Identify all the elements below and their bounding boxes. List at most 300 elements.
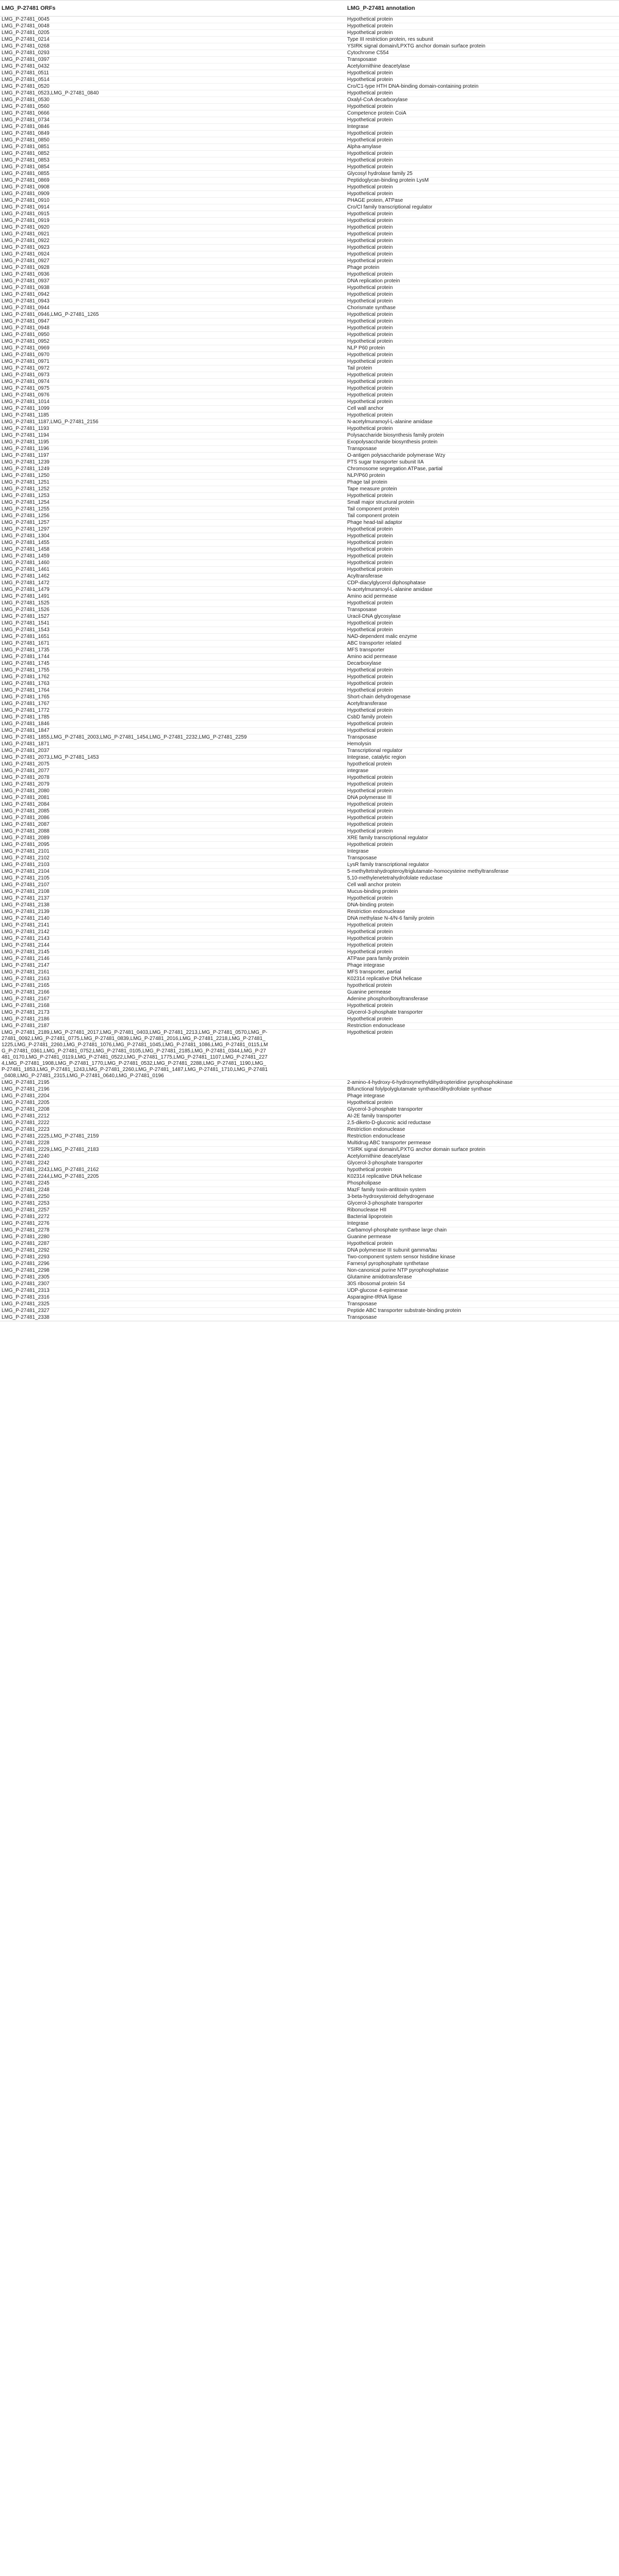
table-row [0,500,619,506]
annotation-cell: Hypothetical protein [346,117,619,124]
annotation-cell: Hypothetical protein [346,922,619,929]
orf-cell: LMG_P-27481_2080 [0,788,346,795]
annotation-cell: Cro/C1-type HTH DNA-binding domain-containing protein [346,84,619,90]
table-row [0,453,619,459]
orf-cell: LMG_P-27481_2108 [0,889,346,895]
table-row [0,869,619,875]
annotation-cell: Cro/CI family transcriptional regulator [346,204,619,211]
table-row [0,929,619,936]
annotation-cell: Hypothetical protein [346,775,619,781]
table-row [0,191,619,198]
table-row [0,1127,619,1133]
table-row [0,77,619,84]
orf-cell: LMG_P-27481_2272 [0,1214,346,1221]
annotation-cell: Hypothetical protein [346,372,619,379]
orf-cell: LMG_P-27481_1755 [0,667,346,674]
table-row [0,1315,619,1321]
annotation-cell: Hypothetical protein [346,1100,619,1107]
table-row [0,627,619,634]
table-row [0,594,619,600]
orf-cell: LMG_P-27481_1256 [0,513,346,520]
table-row [0,1003,619,1010]
table-row [0,151,619,157]
annotation-cell: Hypothetical protein [346,949,619,956]
orf-cell: LMG_P-27481_2338 [0,1315,346,1321]
orf-cell: LMG_P-27481_1526 [0,607,346,614]
annotation-cell: MFS transporter [346,647,619,654]
orf-cell: LMG_P-27481_2161 [0,969,346,976]
table-row [0,815,619,822]
orf-cell: LMG_P-27481_0936 [0,271,346,278]
orf-cell: LMG_P-27481_1745 [0,661,346,667]
orf-cell: LMG_P-27481_0944 [0,305,346,312]
annotation-cell: Integrase [346,1221,619,1227]
orf-cell: LMG_P-27481_0293 [0,50,346,57]
annotation-cell: CsbD family protein [346,714,619,721]
table-row [0,124,619,131]
orf-cell: LMG_P-27481_2146 [0,956,346,963]
table-row [0,1254,619,1261]
orf-cell: LMG_P-27481_1846 [0,721,346,728]
annotation-cell: Hypothetical protein [346,137,619,144]
annotation-cell: Cell wall anchor protein [346,882,619,889]
table-row [0,526,619,533]
table-row [0,983,619,989]
orf-cell: LMG_P-27481_0950 [0,332,346,339]
annotation-cell: NAD-dependent malic enzyme [346,634,619,641]
table-body [0,17,619,1321]
table-row [0,728,619,734]
orf-cell: LMG_P-27481_0850 [0,137,346,144]
table-row [0,399,619,406]
annotation-cell: Small major structural protein [346,500,619,506]
table-row [0,1154,619,1160]
table-row [0,1294,619,1301]
annotation-cell: Hypothetical protein [346,332,619,339]
table-row [0,1207,619,1214]
annotation-cell: Decarboxylase [346,661,619,667]
annotation-cell: Hypothetical protein [346,781,619,788]
annotation-cell: Peptide ABC transporter substrate-binding protein [346,1308,619,1315]
table-row [0,251,619,258]
annotation-cell: Hypothetical protein [346,728,619,734]
table-row [0,708,619,714]
annotation-cell: Hypothetical protein [346,547,619,553]
orf-cell: LMG_P-27481_0947 [0,318,346,325]
orf-cell: LMG_P-27481_2242 [0,1160,346,1167]
table-row [0,157,619,164]
orf-cell: LMG_P-27481_2305 [0,1274,346,1281]
annotation-cell: Hypothetical protein [346,318,619,325]
annotation-cell: Transcriptional regulator [346,748,619,755]
orf-cell: LMG_P-27481_0915 [0,211,346,218]
orf-cell: LMG_P-27481_2229,LMG_P-27481_2183 [0,1147,346,1154]
table-row [0,23,619,30]
table-row [0,520,619,526]
annotation-cell: Acetylornithine deacetylase [346,63,619,70]
table-row [0,667,619,674]
orf-cell: LMG_P-27481_0045 [0,17,346,23]
table-row [0,634,619,641]
annotation-cell: Hypothetical protein [346,292,619,298]
table-row [0,761,619,768]
orf-cell: LMG_P-27481_2173 [0,1010,346,1016]
annotation-cell: PTS sugar transporter subunit IIA [346,459,619,466]
annotation-cell: Hypothetical protein [346,312,619,318]
table-row [0,862,619,869]
annotation-cell: O-antigen polysaccharide polymerase Wzy [346,453,619,459]
orf-cell: LMG_P-27481_1459 [0,553,346,560]
orf-cell: LMG_P-27481_0946,LMG_P-27481_1265 [0,312,346,318]
annotation-cell: 5,10-methylenetetrahydrofolate reductase [346,875,619,882]
annotation-cell: Restriction endonuclease [346,1133,619,1140]
orf-cell: LMG_P-27481_0937 [0,278,346,285]
table-row [0,741,619,748]
orf-cell: LMG_P-27481_2276 [0,1221,346,1227]
table-row [0,1261,619,1268]
orf-cell: LMG_P-27481_2137 [0,895,346,902]
table-row [0,647,619,654]
table-row [0,1023,619,1030]
table-row [0,164,619,171]
annotation-cell: Glycerol-3-phosphate transporter [346,1010,619,1016]
table-row [0,916,619,922]
table-row [0,466,619,473]
annotation-cell: Hypothetical protein [346,238,619,245]
orf-cell: LMG_P-27481_1651 [0,634,346,641]
orf-cell: LMG_P-27481_2075 [0,761,346,768]
orf-cell: LMG_P-27481_1525 [0,600,346,607]
orf-cell: LMG_P-27481_2037 [0,748,346,755]
orf-cell: LMG_P-27481_2257 [0,1207,346,1214]
annotation-cell: Hypothetical protein [346,271,619,278]
annotation-cell: Hypothetical protein [346,1241,619,1247]
table-row [0,734,619,741]
annotation-cell: Hypothetical protein [346,164,619,171]
orf-cell: LMG_P-27481_0974 [0,379,346,386]
orf-cell: LMG_P-27481_2187 [0,1023,346,1030]
annotation-cell: Hypothetical protein [346,687,619,694]
orf-cell: LMG_P-27481_2278 [0,1227,346,1234]
table-row [0,989,619,996]
orf-cell: LMG_P-27481_2225,LMG_P-27481_2159 [0,1133,346,1140]
orf-cell: LMG_P-27481_2138 [0,902,346,909]
orf-cell: LMG_P-27481_0855 [0,171,346,178]
table-row [0,57,619,63]
annotation-cell: Transposase [346,734,619,741]
orf-cell: LMG_P-27481_0919 [0,218,346,225]
annotation-cell: Hypothetical protein [346,895,619,902]
annotation-cell: 30S ribosomal protein S4 [346,1281,619,1288]
annotation-cell: Hypothetical protein [346,560,619,567]
annotation-cell: Peptidoglycan-binding protein LysM [346,178,619,184]
table-row [0,942,619,949]
annotation-cell: Integrase [346,124,619,131]
annotation-cell: YSIRK signal domain/LPXTG anchor domain surface protein [346,1147,619,1154]
orf-cell: LMG_P-27481_2280 [0,1234,346,1241]
annotation-cell: Ribonuclease HII [346,1207,619,1214]
orf-cell: LMG_P-27481_1249 [0,466,346,473]
table-row [0,694,619,701]
annotation-cell: Tape measure protein [346,486,619,493]
annotation-cell: Hypothetical protein [346,352,619,359]
orf-cell: LMG_P-27481_1250 [0,473,346,479]
annotation-cell: Adenine phosphoribosyltransferase [346,996,619,1003]
table-row [0,426,619,433]
table-row [0,312,619,318]
annotation-cell: Glutamine amidotransferase [346,1274,619,1281]
orf-cell: LMG_P-27481_0849 [0,131,346,137]
table-row [0,963,619,969]
table-row [0,721,619,728]
orf-cell: LMG_P-27481_1762 [0,674,346,681]
table-row [0,117,619,124]
orf-cell: LMG_P-27481_0942 [0,292,346,298]
orf-cell: LMG_P-27481_1251 [0,479,346,486]
orf-cell: LMG_P-27481_0909 [0,191,346,198]
orf-cell: LMG_P-27481_2087 [0,822,346,828]
annotation-cell: Glycerol-3-phosphate transporter [346,1201,619,1207]
table-row [0,895,619,902]
annotation-cell: Hypothetical protein [346,721,619,728]
table-row [0,265,619,271]
annotation-cell: Hypothetical protein [346,828,619,835]
annotation-cell: DNA methylase N-4/N-6 family protein [346,916,619,922]
orf-cell: LMG_P-27481_2078 [0,775,346,781]
orf-cell: LMG_P-27481_1472 [0,580,346,587]
table-row [0,969,619,976]
orf-cell: LMG_P-27481_0852 [0,151,346,157]
annotation-cell: Hemolysin [346,741,619,748]
table-row [0,332,619,339]
annotation-cell: Phospholipase [346,1180,619,1187]
table-row [0,580,619,587]
orf-cell: LMG_P-27481_0910 [0,198,346,204]
table-row [0,909,619,916]
orf-cell: LMG_P-27481_1527 [0,614,346,620]
orf-cell: LMG_P-27481_2105 [0,875,346,882]
annotation-cell: Hypothetical protein [346,17,619,23]
annotation-cell: Hypothetical protein [346,788,619,795]
annotation-cell: ATPase para family protein [346,956,619,963]
orf-cell: LMG_P-27481_1543 [0,627,346,634]
orf-cell: LMG_P-27481_2298 [0,1268,346,1274]
table-row [0,386,619,392]
annotation-cell: DNA polymerase III subunit gamma/tau [346,1247,619,1254]
table-row [0,1274,619,1281]
table-row [0,828,619,835]
table-row [0,1010,619,1016]
table-row [0,1147,619,1154]
orf-cell: LMG_P-27481_1455 [0,540,346,547]
annotation-cell: Integrase [346,849,619,855]
table-row [0,392,619,399]
annotation-cell: Hypothetical protein [346,225,619,231]
table-row [0,305,619,312]
annotation-cell: NLP/P60 protein [346,473,619,479]
orf-cell: LMG_P-27481_1194 [0,433,346,439]
orf-cell: LMG_P-27481_0520 [0,84,346,90]
orf-cell: LMG_P-27481_0971 [0,359,346,365]
table-row [0,30,619,37]
orf-cell: LMG_P-27481_1764 [0,687,346,694]
orf-cell: LMG_P-27481_1458 [0,547,346,553]
annotation-cell: Uracil-DNA glycosylase [346,614,619,620]
orf-cell: LMG_P-27481_1772 [0,708,346,714]
annotation-cell: 5-methyltetrahydropteroyltriglutamate-homocysteine methyltransferase [346,869,619,875]
orf-cell: LMG_P-27481_1187,LMG_P-27481_2156 [0,419,346,426]
annotation-cell: Hypothetical protein [346,151,619,157]
annotation-cell: Cytochrome C554 [346,50,619,57]
table-row [0,231,619,238]
annotation-cell: integrase [346,768,619,775]
table-row [0,1174,619,1180]
annotation-cell: Hypothetical protein [346,936,619,942]
orf-cell: LMG_P-27481_1735 [0,647,346,654]
annotation-cell: Hypothetical protein [346,157,619,164]
table-row [0,1227,619,1234]
orf-cell: LMG_P-27481_2240 [0,1154,346,1160]
orf-cell: LMG_P-27481_1763 [0,681,346,687]
orf-cell: LMG_P-27481_2077 [0,768,346,775]
orf-cell: LMG_P-27481_2223 [0,1127,346,1133]
annotation-cell: XRE family transcriptional regulator [346,835,619,842]
orf-cell: LMG_P-27481_2196 [0,1086,346,1093]
orf-cell: LMG_P-27481_2243,LMG_P-27481_2162 [0,1167,346,1174]
annotation-cell: Acetyltransferase [346,701,619,708]
annotation-cell: K02314 replicative DNA helicase [346,976,619,983]
annotation-cell: Tail component protein [346,506,619,513]
orf-cell: LMG_P-27481_1541 [0,620,346,627]
table-row [0,459,619,466]
table-row [0,822,619,828]
annotation-cell: MFS transporter, partial [346,969,619,976]
table-row [0,956,619,963]
annotation-cell: Oxalyl-CoA decarboxylase [346,97,619,104]
annotation-cell: Hypothetical protein [346,30,619,37]
table-row [0,902,619,909]
orf-cell: LMG_P-27481_2144 [0,942,346,949]
annotation-cell: Bacterial lipoprotein [346,1214,619,1221]
orf-cell: LMG_P-27481_1185 [0,412,346,419]
annotation-cell: Hypothetical protein [346,285,619,292]
annotation-cell: Hypothetical protein [346,258,619,265]
orf-cell: LMG_P-27481_0514 [0,77,346,84]
annotation-cell: Hypothetical protein [346,929,619,936]
annotation-column-header: LMG_P-27481 annotation [346,1,619,17]
table-row [0,198,619,204]
annotation-cell: Amino acid permease [346,654,619,661]
table-row [0,1133,619,1140]
annotation-cell: Hypothetical protein [346,399,619,406]
table-row [0,292,619,298]
annotation-cell: Integrase, catalytic region [346,755,619,761]
table-row [0,1120,619,1127]
orf-cell: LMG_P-27481_0938 [0,285,346,292]
orf-cell: LMG_P-27481_2186 [0,1016,346,1023]
orf-cell: LMG_P-27481_2163 [0,976,346,983]
orf-cell: LMG_P-27481_2222 [0,1120,346,1127]
orf-cell: LMG_P-27481_2079 [0,781,346,788]
annotation-cell: Hypothetical protein [346,325,619,332]
annotation-cell: Hypothetical protein [346,412,619,419]
annotation-cell: Phage tail protein [346,479,619,486]
annotation-cell: MazF family toxin-antitoxin system [346,1187,619,1194]
annotation-cell: Phage protein [346,265,619,271]
orf-cell: LMG_P-27481_2139 [0,909,346,916]
orf-cell: LMG_P-27481_2103 [0,862,346,869]
table-row [0,855,619,862]
orf-cell: LMG_P-27481_0952 [0,339,346,345]
table-row [0,218,619,225]
table-row [0,996,619,1003]
orf-cell: LMG_P-27481_1197 [0,453,346,459]
annotation-cell: Hypothetical protein [346,359,619,365]
table-row [0,1113,619,1120]
annotation-cell: Chromosome segregation ATPase, partial [346,466,619,473]
table-row [0,506,619,513]
orf-cell: LMG_P-27481_2168 [0,1003,346,1010]
table-row [0,63,619,70]
annotation-cell: Two-component system sensor histidine kinase [346,1254,619,1261]
annotation-cell: hypothetical protein [346,761,619,768]
annotation-cell: Hypothetical protein [346,627,619,634]
annotation-cell: Transposase [346,1301,619,1308]
orf-cell: LMG_P-27481_1014 [0,399,346,406]
annotation-cell: Hypothetical protein [346,298,619,305]
table-row [0,701,619,708]
orf-cell: LMG_P-27481_0976 [0,392,346,399]
annotation-cell: Restriction endonuclease [346,1023,619,1030]
table-row [0,131,619,137]
annotation-cell: hypothetical protein [346,983,619,989]
table-row [0,1214,619,1221]
orf-cell: LMG_P-27481_2292 [0,1247,346,1254]
orf-cell: LMG_P-27481_2086 [0,815,346,822]
table-row [0,245,619,251]
orf-cell: LMG_P-27481_2165 [0,983,346,989]
annotation-cell: Multidrug ABC transporter permease [346,1140,619,1147]
annotation-cell: Competence protein CoiA [346,110,619,117]
annotation-cell: Hypothetical protein [346,533,619,540]
orf-cell: LMG_P-27481_2228 [0,1140,346,1147]
table-row [0,446,619,453]
orf-cell: LMG_P-27481_1460 [0,560,346,567]
table-row [0,171,619,178]
table-row [0,614,619,620]
annotation-cell: Hypothetical protein [346,245,619,251]
table-row [0,17,619,23]
orf-cell: LMG_P-27481_1196 [0,446,346,453]
orf-cell: LMG_P-27481_2142 [0,929,346,936]
orf-cell: LMG_P-27481_0975 [0,386,346,392]
orf-cell: LMG_P-27481_2147 [0,963,346,969]
table-row [0,1140,619,1147]
table-row [0,225,619,231]
annotation-cell: Hypothetical protein [346,842,619,849]
orf-cell: LMG_P-27481_2088 [0,828,346,835]
annotation-cell: Transposase [346,1315,619,1321]
table-row [0,352,619,359]
annotation-cell: Farnesyl pyrophosphate synthetase [346,1261,619,1268]
orf-cell: LMG_P-27481_2313 [0,1288,346,1294]
annotation-cell: Glycerol-3-phosphate transporter [346,1160,619,1167]
annotation-cell: Hypothetical protein [346,808,619,815]
table-row [0,90,619,97]
table-row [0,661,619,667]
annotation-cell: Hypothetical protein [346,526,619,533]
orf-cell: LMG_P-27481_0943 [0,298,346,305]
